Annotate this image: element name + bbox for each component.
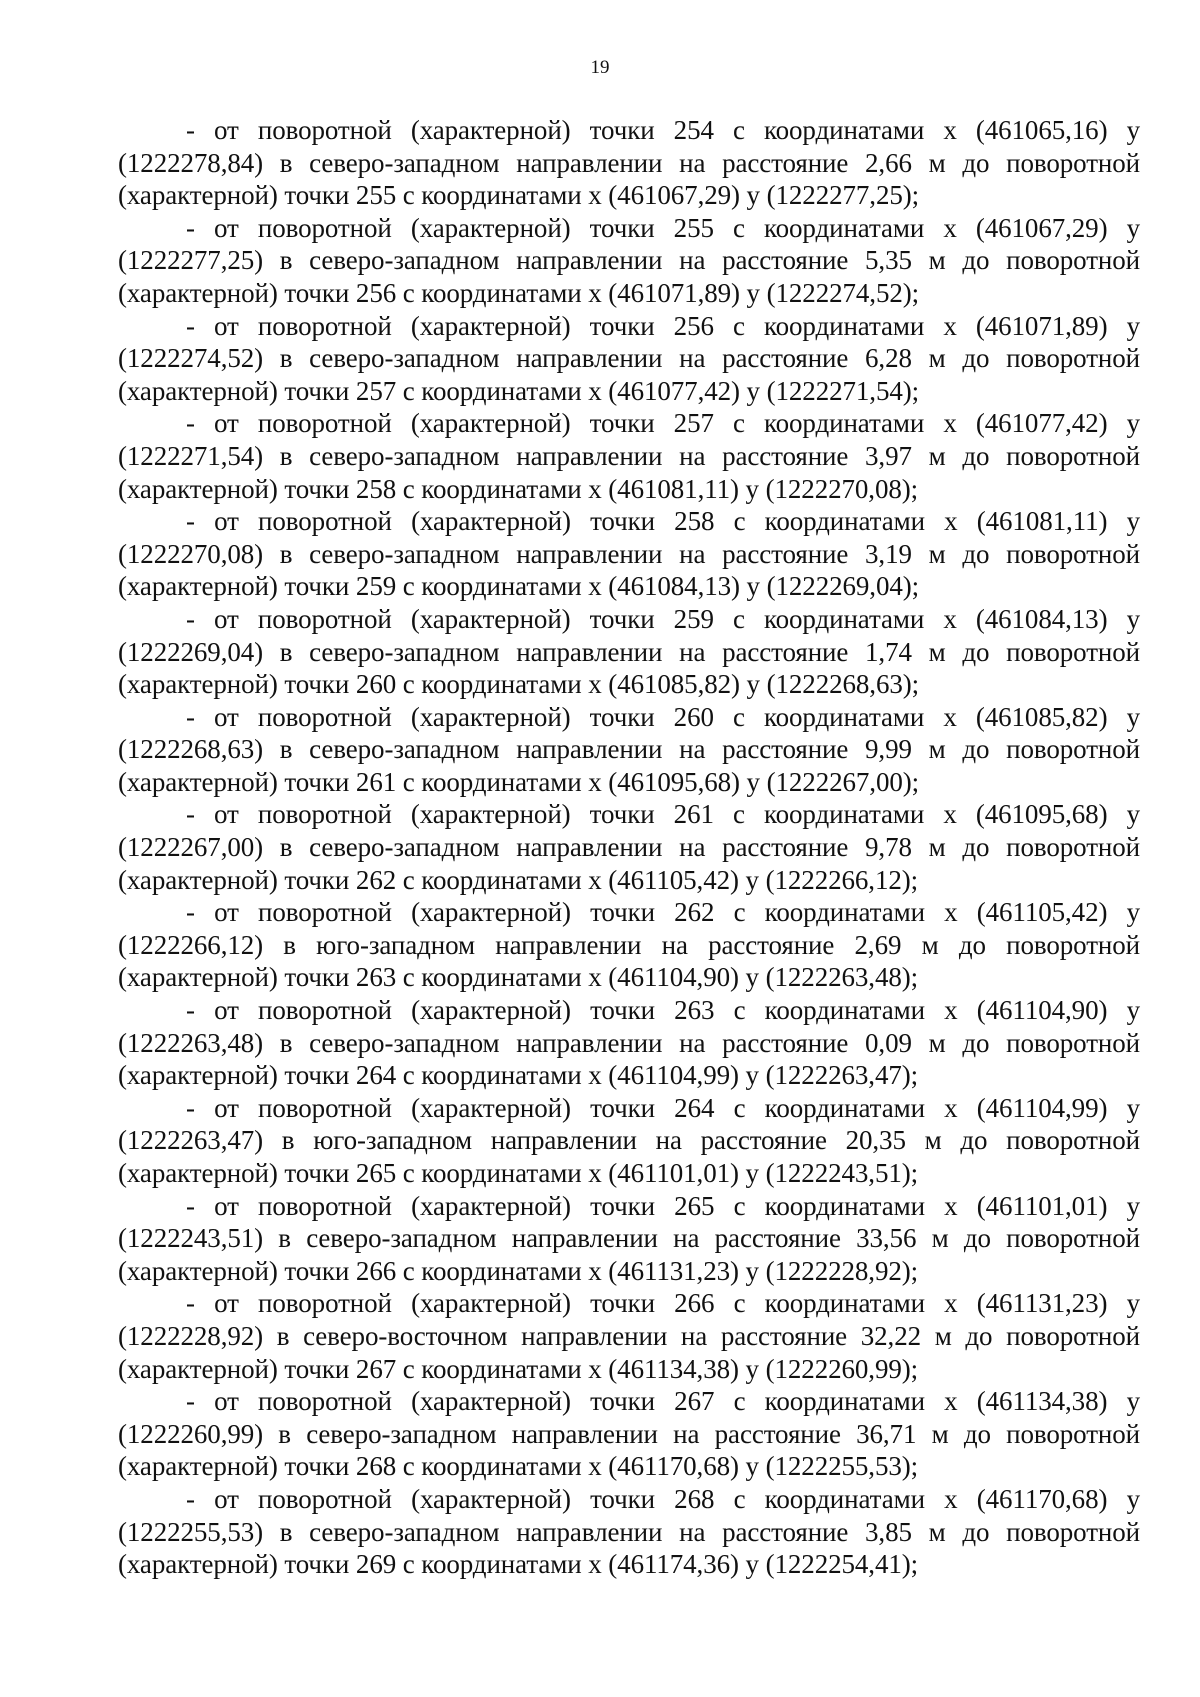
paragraph-point-261: - от поворотной (характерной) точки 261 с координатами х (461095,68) у (1222267,00) в северо-западном направлении на расстояние 9,78 м до поворотной (характерной) точки 262 с координатами х (461105,42) у (1222266,12); xyxy=(118,799,1140,895)
page-number: 19 xyxy=(590,57,610,78)
document-body xyxy=(118,114,1140,1581)
paragraph-point-264: - от поворотной (характерной) точки 264 с координатами х (461104,99) у (1222263,47) в юго-западном направлении на расстояние 20,35 м до поворотной (характерной) точки 265 с координатами х (461101,01) у (1222243,51); xyxy=(118,1092,1140,1188)
paragraph-point-260: - от поворотной (характерной) точки 260 с координатами х (461085,82) у (1222268,63) в северо-западном направлении на расстояние 9,99 м до поворотной (характерной) точки 261 с координатами х (461095,68) у (1222267,00); xyxy=(118,701,1140,797)
paragraph-point-265: - от поворотной (характерной) точки 265 с координатами х (461101,01) у (1222243,51) в северо-западном направлении на расстояние 33,56 м до поворотной (характерной) точки 266 с координатами х (461131,23) у (1222228,92); xyxy=(118,1190,1140,1286)
paragraph-point-256: - от поворотной (характерной) точки 256 с координатами х (461071,89) у (1222274,52) в северо-западном направлении на расстояние 6,28 м до поворотной (характерной) точки 257 с координатами х (461077,42) у (1222271,54); xyxy=(118,310,1140,406)
paragraph-point-262: - от поворотной (характерной) точки 262 с координатами х (461105,42) у (1222266,12) в юго-западном направлении на расстояние 2,69 м до поворотной (характерной) точки 263 с координатами х (461104,90) у (1222263,48); xyxy=(118,897,1140,993)
paragraph-point-255: - от поворотной (характерной) точки 255 с координатами х (461067,29) у (1222277,25) в северо-западном направлении на расстояние 5,35 м до поворотной (характерной) точки 256 с координатами х (461071,89) у (1222274,52); xyxy=(118,212,1140,308)
paragraph-point-258: - от поворотной (характерной) точки 258 с координатами х (461081,11) у (1222270,08) в северо-западном направлении на расстояние 3,19 м до поворотной (характерной) точки 259 с координатами х (461084,13) у (1222269,04); xyxy=(118,506,1140,602)
paragraph-point-257: - от поворотной (характерной) точки 257 с координатами х (461077,42) у (1222271,54) в северо-западном направлении на расстояние 3,97 м до поворотной (характерной) точки 258 с координатами х (461081,11) у (1222270,08); xyxy=(118,408,1140,504)
paragraph-point-254: - от поворотной (характерной) точки 254 с координатами х (461065,16) у (1222278,84) в северо-западном направлении на расстояние 2,66 м до поворотной (характерной) точки 255 с координатами х (461067,29) у (1222277,25); xyxy=(118,115,1140,211)
paragraph-point-259: - от поворотной (характерной) точки 259 с координатами х (461084,13) у (1222269,04) в северо-западном направлении на расстояние 1,74 м до поворотной (характерной) точки 260 с координатами х (461085,82) у (1222268,63); xyxy=(118,603,1140,700)
paragraph-point-267: - от поворотной (характерной) точки 267 с координатами х (461134,38) у (1222260,99) в северо-западном направлении на расстояние 36,71 м до поворотной (характерной) точки 268 с координатами х (461170,68) у (1222255,53); xyxy=(118,1386,1140,1482)
paragraph-point-266: - от поворотной (характерной) точки 266 с координатами х (461131,23) у (1222228,92) в северо-восточном направлении на расстояние 32,22 м до поворотной (характерной) точки 267 с координатами х (461134,38) у (1222260,99); xyxy=(118,1288,1140,1384)
paragraph-point-263: - от поворотной (характерной) точки 263 с координатами х (461104,90) у (1222263,48) в северо-западном направлении на расстояние 0,09 м до поворотной (характерной) точки 264 с координатами х (461104,99) у (1222263,47); xyxy=(118,995,1140,1091)
paragraph-point-268: - от поворотной (характерной) точки 268 с координатами х (461170,68) у (1222255,53) в северо-западном направлении на расстояние 3,85 м до поворотной (характерной) точки 269 с координатами х (461174,36) у (1222254,41); xyxy=(118,1483,1140,1580)
